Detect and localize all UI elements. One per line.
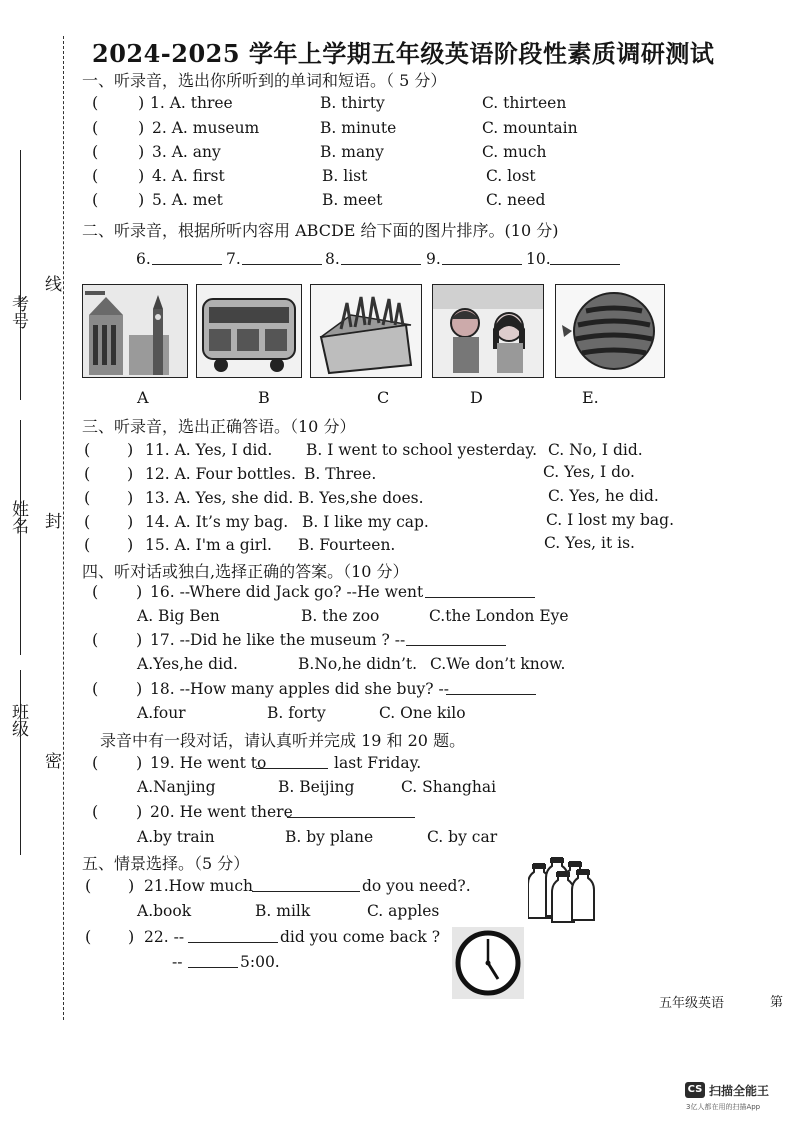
- binding-mark-line: 线: [41, 275, 61, 292]
- option-c: C. by car: [427, 828, 498, 846]
- option-a: 11. A. Yes, I did.: [145, 441, 273, 459]
- option-a: A.Nanjing: [137, 778, 216, 796]
- answer-blank[interactable]: [287, 803, 415, 818]
- footer-page: 第: [770, 995, 784, 1010]
- answer-blank[interactable]: [446, 680, 536, 695]
- answer-paren-open: (: [92, 630, 99, 649]
- option-b: B. thirty: [320, 94, 385, 112]
- option-a: 13. A. Yes, she did.: [145, 489, 294, 507]
- answer-paren-open: (: [84, 512, 91, 531]
- question-stem: 21.How much: [144, 877, 254, 895]
- answer-blank[interactable]: [425, 583, 535, 598]
- option-b: B. Yes,she does.: [298, 489, 424, 507]
- answer-paren-open: (: [92, 142, 99, 161]
- answer-blank-9[interactable]: [442, 250, 522, 265]
- option-b: B. minute: [320, 119, 397, 137]
- name-underline: [20, 420, 21, 655]
- option-c: C. Yes, it is.: [544, 534, 635, 552]
- answer-paren-close: ): [136, 582, 143, 601]
- answer-time: 5:00.: [240, 953, 280, 971]
- option-b: B. by plane: [285, 828, 374, 846]
- answer-dash: --: [172, 953, 183, 971]
- answer-paren-open: (: [85, 927, 92, 946]
- option-a: 5. A. met: [152, 191, 223, 209]
- answer-paren-close: ): [136, 802, 143, 821]
- option-c: C.the London Eye: [429, 607, 569, 625]
- exam-no-underline: [20, 150, 21, 400]
- scanner-name: 扫描全能王: [709, 1084, 770, 1098]
- option-c: C. I lost my bag.: [546, 511, 675, 529]
- answer-paren-close: ): [127, 535, 134, 554]
- answer-paren-close: ): [138, 142, 145, 161]
- answer-paren-close: ): [127, 488, 134, 507]
- blank-label-9: 9.: [426, 250, 441, 268]
- option-b: B. milk: [255, 902, 311, 920]
- option-b: B. list: [322, 167, 368, 185]
- answer-paren-close: ): [128, 876, 135, 895]
- section-5-heading: 五、情景选择。（5 分）: [82, 854, 250, 873]
- answer-paren-open: (: [92, 753, 99, 772]
- answer-blank-7[interactable]: [242, 250, 322, 265]
- picture-big-ben-parliament: [82, 284, 188, 378]
- class-underline: [20, 670, 21, 855]
- answer-blank-8[interactable]: [341, 250, 421, 265]
- option-b: B. I like my cap.: [302, 513, 429, 531]
- question-stem-end: do you need?.: [362, 877, 471, 895]
- answer-paren-open: (: [84, 464, 91, 483]
- option-b: B. the zoo: [301, 607, 380, 625]
- answer-paren-close: ): [138, 118, 145, 137]
- exam-no-label: 考号: [8, 295, 28, 329]
- option-c: C. apples: [367, 902, 440, 920]
- picture-label-a: A: [137, 388, 149, 407]
- answer-paren-open: (: [92, 166, 99, 185]
- picture-box-of-carrots: [310, 284, 422, 378]
- section-4-heading: 四、听对话或独白,选择正确的答案。（10 分）: [82, 562, 409, 581]
- binding-mark-seal: 封: [41, 512, 61, 529]
- answer-paren-open: (: [92, 190, 99, 209]
- option-c: C. No, I did.: [548, 441, 643, 459]
- milk-bottles-image: [528, 854, 600, 924]
- option-a: 14. A. It’s my bag.: [145, 513, 289, 531]
- answer-paren-open: (: [92, 118, 99, 137]
- answer-paren-open: (: [85, 876, 92, 895]
- option-c: C. thirteen: [482, 94, 567, 112]
- option-a: A.four: [137, 704, 186, 722]
- answer-paren-open: (: [92, 582, 99, 601]
- scanner-logo: CS: [685, 1082, 705, 1098]
- blank-label-7: 7.: [226, 250, 241, 268]
- blank-label-6: 6.: [136, 250, 151, 268]
- clock-image: [452, 927, 524, 999]
- class-label: 班级: [8, 703, 28, 737]
- option-a: A.by train: [137, 828, 215, 846]
- blank-label-10: 10.: [526, 250, 551, 268]
- option-a: 15. A. I'm a girl.: [145, 536, 272, 554]
- option-a: 12. A. Four bottles.: [145, 465, 296, 483]
- answer-blank[interactable]: [256, 754, 328, 769]
- answer-blank[interactable]: [406, 631, 506, 646]
- picture-label-b: B: [258, 388, 270, 407]
- answer-paren-close: ): [138, 166, 145, 185]
- question-stem-end: did you come back ?: [280, 928, 441, 946]
- question-stem: 22. --: [144, 928, 185, 946]
- picture-bus: [196, 284, 302, 378]
- option-a: A. Big Ben: [137, 607, 220, 625]
- name-label: 姓名: [8, 500, 28, 534]
- option-c: C. need: [486, 191, 546, 209]
- option-c: C. Yes, he did.: [548, 487, 659, 505]
- option-c: C.We don’t know.: [430, 655, 566, 673]
- picture-watermelon: [555, 284, 665, 378]
- option-c: C. lost: [486, 167, 536, 185]
- answer-paren-open: (: [84, 488, 91, 507]
- answer-paren-open: (: [84, 535, 91, 554]
- option-a: 1. A. three: [150, 94, 233, 112]
- answer-blank-10[interactable]: [550, 250, 620, 265]
- section-1-heading: 一、听录音，选出你所听到的单词和短语。（ 5 分）: [82, 71, 447, 90]
- option-b: B. Fourteen.: [298, 536, 396, 554]
- option-b: B.No,he didn’t.: [298, 655, 418, 673]
- answer-paren-open: (: [84, 440, 91, 459]
- question-stem: 18. --How many apples did she buy? --: [150, 680, 449, 698]
- question-stem-end: last Friday.: [334, 754, 422, 772]
- picture-label-e: E.: [582, 388, 599, 407]
- answer-paren-close: ): [136, 630, 143, 649]
- question-stem: 16. --Where did Jack go? --He went: [150, 583, 424, 601]
- question-stem: 19. He went to: [150, 754, 267, 772]
- option-a: 3. A. any: [152, 143, 221, 161]
- option-a: 4. A. first: [152, 167, 225, 185]
- option-c: C. One kilo: [379, 704, 466, 722]
- option-a: A.Yes,he did.: [137, 655, 238, 673]
- answer-paren-close: ): [127, 440, 134, 459]
- answer-blank[interactable]: [252, 877, 360, 892]
- answer-blank[interactable]: [188, 928, 278, 943]
- answer-paren-open: (: [92, 93, 99, 112]
- answer-paren-close: ): [136, 679, 143, 698]
- option-b: B. Three.: [304, 465, 377, 483]
- answer-paren-close: ): [128, 927, 135, 946]
- exam-title: 2024-2025 学年上学期五年级英语阶段性素质调研测试: [92, 39, 715, 68]
- scanner-tagline: 3亿人都在用的扫描App: [686, 1103, 761, 1111]
- option-c: C. mountain: [482, 119, 578, 137]
- option-b: B. forty: [267, 704, 326, 722]
- option-b: B. Beijing: [278, 778, 355, 796]
- answer-paren-open: (: [92, 802, 99, 821]
- answer-paren-close: ): [138, 190, 145, 209]
- option-b: B. many: [320, 143, 384, 161]
- option-c: C. Shanghai: [401, 778, 497, 796]
- picture-children-greeting: [432, 284, 544, 378]
- option-a: 2. A. museum: [152, 119, 260, 137]
- question-stem: 20. He went there: [150, 803, 293, 821]
- section-2-heading: 二、听录音，根据所听内容用 ABCDE 给下面的图片排序。(10 分): [82, 221, 559, 240]
- option-c: C. much: [482, 143, 547, 161]
- answer-paren-close: ): [138, 93, 145, 112]
- option-a: A.book: [137, 902, 192, 920]
- option-c: C. Yes, I do.: [543, 463, 635, 481]
- section-3-heading: 三、听录音，选出正确答语。（10 分）: [82, 417, 356, 436]
- footer-subject: 五年级英语: [659, 996, 725, 1011]
- option-b: B. I went to school yesterday.: [306, 441, 538, 459]
- answer-paren-open: (: [92, 679, 99, 698]
- answer-blank-2[interactable]: [188, 953, 238, 968]
- listening-note: 录音中有一段对话，请认真听并完成 19 和 20 题。: [100, 731, 466, 750]
- binding-mark-secret: 密: [41, 752, 61, 769]
- blank-label-8: 8.: [325, 250, 340, 268]
- answer-paren-close: ): [136, 753, 143, 772]
- option-b: B. meet: [322, 191, 383, 209]
- question-stem: 17. --Did he like the museum ? --: [150, 631, 406, 649]
- answer-blank-6[interactable]: [152, 250, 222, 265]
- picture-label-c: C: [377, 388, 390, 407]
- answer-paren-close: ): [127, 512, 134, 531]
- answer-paren-close: ): [127, 464, 134, 483]
- picture-label-d: D: [470, 388, 483, 407]
